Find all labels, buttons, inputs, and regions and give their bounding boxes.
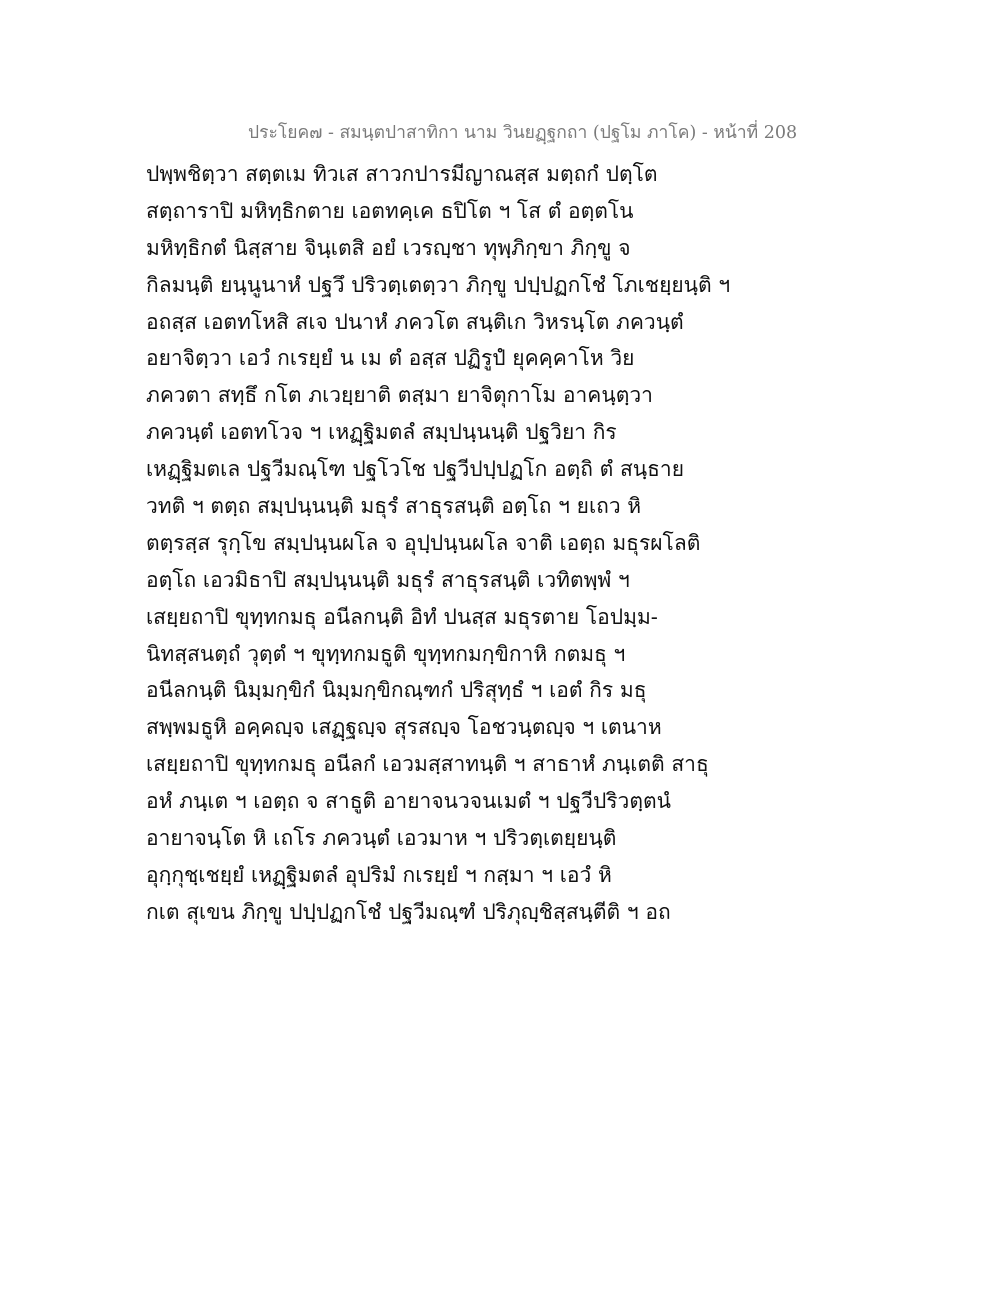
- running-header: ประโยค๗ - สมนฺตปาสาทิกา นาม วินยฏฺฐกถา (ปฐโม ภาโค) - หน้าที่ 208: [248, 123, 798, 143]
- text-line: สตฺถาราปิ มหิทฺธิกตาย เอตทคฺเค ธปิโต ฯ โส ตํ อตฺตโน: [146, 198, 634, 223]
- text-line: กิลมนฺติ ยนฺนูนาหํ ปฐวึ ปริวตฺเตตฺวา ภิกฺขู ปปฺปฏกโชํ โภเชยฺยนฺติ ฯ: [146, 272, 731, 297]
- body-text: [146, 156, 731, 931]
- text-line: กเต สุเขน ภิกฺขู ปปฺปฏกโชํ ปฐวีมณฺฑํ ปริภุญฺชิสฺสนฺตีติ ฯ อถ: [146, 899, 671, 924]
- text-line: เสยฺยถาปิ ขุทฺทกมธุ อนีลกนฺติ อิทํ ปนสฺส มธุรตาย โอปมฺม-: [146, 604, 658, 629]
- text-line: อถสฺส เอตทโหสิ สเจ ปนาหํ ภควโต สนฺติเก วิหรนฺโต ภควนฺตํ: [146, 309, 684, 334]
- text-line: เหฏฺฐิมตเล ปฐวีมณฺโฑ ปฐโวโช ปฐวีปปฺปฏโก อตฺถิ ตํ สนฺธาย: [146, 457, 685, 482]
- text-line: อายาจนฺโต หิ เถโร ภควนฺตํ เอวมาห ฯ ปริวตฺเตยฺยนฺติ: [146, 826, 617, 851]
- text-line: อุกฺกุชฺเชยฺยํ เหฏฺฐิมตลํ อุปริมํ กเรยฺยํ ฯ กสฺมา ฯ เอวํ หิ: [146, 862, 612, 887]
- text-line: นิทสฺสนตฺถํ วุตฺตํ ฯ ขุทฺทกมธูติ ขุทฺทกมกฺขิกาหิ กตมธุ ฯ: [146, 641, 626, 666]
- text-line: อตฺโถ เอวมิธาปิ สมฺปนฺนนฺติ มธุรํ สาธุรสนฺติ เวทิตพฺพํ ฯ: [146, 567, 630, 592]
- text-line: มหิทฺธิกตํ นิสฺสาย จินฺเตสิ อยํ เวรญฺชา ทุพฺภิกฺขา ภิกฺขู จ: [146, 235, 631, 260]
- text-line: อนีลกนฺติ นิมฺมกฺขิกํ นิมฺมกฺขิกณฺฑกํ ปริสุทฺธํ ฯ เอตํ กิร มธุ: [146, 678, 647, 703]
- text-line: สพฺพมธูหิ อคฺคญฺจ เสฏฺฐญฺจ สุรสญฺจ โอชวนฺตญฺจ ฯ เตนาห: [146, 715, 662, 740]
- text-line: ปพฺพชิตฺวา สตฺตเม ทิวเส สาวกปารมีญาณสฺส มตฺถกํ ปตฺโต: [146, 162, 658, 186]
- text-line: ตตฺรสฺส รุกฺโข สมฺปนฺนผโล จ อุปฺปนฺนผโล จาติ เอตฺถ มธุรผโลติ: [146, 530, 701, 555]
- text-line: ภควนฺตํ เอตทโวจ ฯ เหฏฺฐิมตลํ สมฺปนฺนนฺติ ปฐวิยา กิร: [146, 420, 617, 445]
- text-line: เสยฺยถาปิ ขุทฺทกมธุ อนีลกํ เอวมสฺสาทนฺติ ฯ สาธาหํ ภนฺเตติ สาธุ: [146, 752, 709, 777]
- text-line: อหํ ภนฺเต ฯ เอตฺถ จ สาธูติ อายาจนวจนเมตํ ฯ ปฐวีปริวตฺตนํ: [146, 789, 671, 814]
- text-line: วทติ ฯ ตตฺถ สมฺปนฺนนฺติ มธุรํ สาธุรสนฺติ อตฺโถ ฯ ยเถว หิ: [146, 494, 642, 519]
- text-line: อยาจิตฺวา เอวํ กเรยฺยํ น เม ตํ อสฺส ปฏิรูปํ ยุคคฺคาโห วิย: [146, 346, 635, 371]
- text-line: ภควตา สทฺธึ กโต ภเวยฺยาติ ตสฺมา ยาจิตุกาโม อาคนฺตฺวา: [146, 383, 653, 408]
